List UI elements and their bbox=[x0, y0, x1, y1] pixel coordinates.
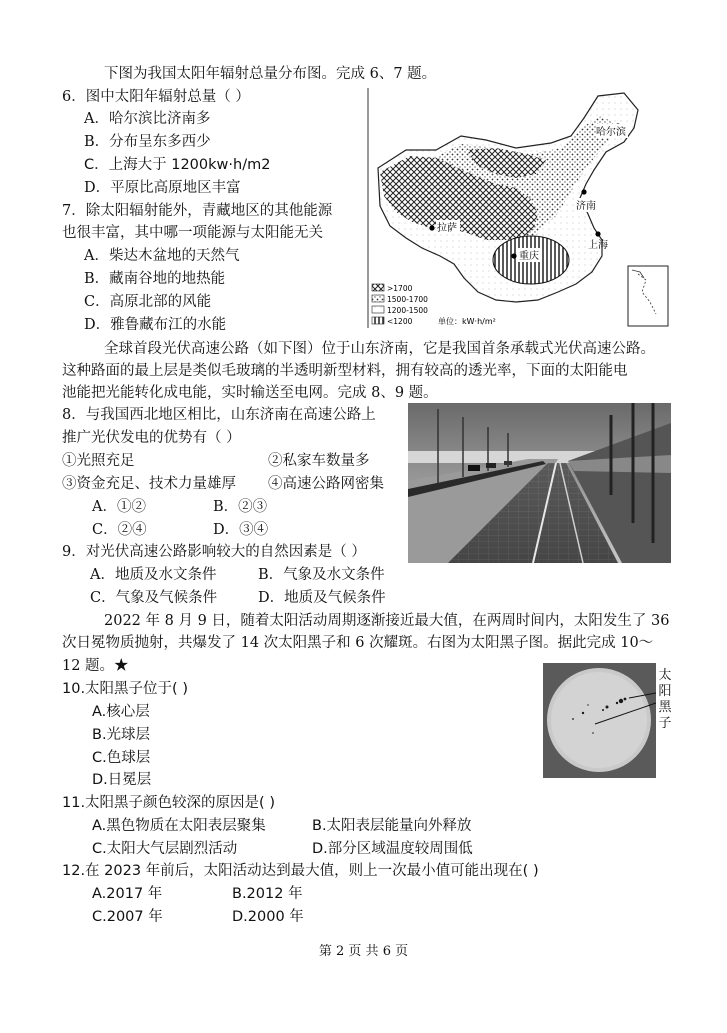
q10-option-b: B.光球层 bbox=[92, 727, 151, 743]
q12-option-a: A.2017 年 bbox=[92, 886, 163, 902]
q7-stem-line2: 也很丰富，其中哪一项能源与太阳能无关 bbox=[62, 225, 323, 241]
legend-label-3: 1200-1500 bbox=[387, 306, 428, 315]
intro-q8-9-line2: 这种路面的最上层是类似毛玻璃的半透明新型材料，拥有较高的透光率，下面的太阳能电 bbox=[62, 363, 628, 379]
city-label-chongqing: 重庆 bbox=[519, 251, 539, 262]
q11-option-c: C.太阳大气层剧烈活动 bbox=[92, 841, 238, 857]
q9-stem: 9．对光伏高速公路影响较大的自然因素是（ ） bbox=[62, 544, 366, 560]
q12-stem: 12.在 2023 年前后，太阳活动达到最大值，则上一次最小值可能出现在( ) bbox=[62, 863, 539, 879]
q8-item-1: ①光照充足 bbox=[62, 453, 135, 469]
q9-option-b: B．气象及水文条件 bbox=[258, 567, 385, 583]
q8-stem-line1: 8．与我国西北地区相比，山东济南在高速公路上 bbox=[62, 407, 376, 423]
q8-option-c: C．②④ bbox=[92, 522, 147, 538]
q8-item-2: ②私家车数量多 bbox=[268, 453, 370, 469]
intro-q10-12-line2: 次日冕物质抛射，共爆发了 14 次太阳黑子和 6 次耀斑。右图为太阳黑子图。据此完成 10～ bbox=[62, 635, 654, 651]
city-label-jinan: 济南 bbox=[576, 201, 596, 212]
legend-label-1: >1700 bbox=[387, 284, 413, 293]
city-label-harbin: 哈尔滨 bbox=[596, 127, 626, 138]
intro-q8-9-line1: 全球首段光伏高速公路（如下图）位于山东济南，它是我国首条承载式光伏高速公路。 bbox=[104, 341, 655, 357]
q8-stem-line2: 推广光伏发电的优势有（ ） bbox=[62, 430, 241, 446]
q10-option-a: A.核心层 bbox=[92, 704, 150, 720]
q7-option-c: C．高原北部的风能 bbox=[84, 294, 212, 310]
q12-option-d: D.2000 年 bbox=[232, 909, 304, 925]
q9-option-d: D．地质及气候条件 bbox=[258, 590, 386, 606]
intro-q10-12-line1: 2022 年 8 月 9 日，随着太阳活动周期逐渐接近最大值，在两周时间内，太阳发生了 36 bbox=[104, 613, 670, 629]
q6-stem: 6．图中太阳年辐射总量（ ） bbox=[62, 89, 250, 105]
page-number: 第 2 页 共 6 页 bbox=[318, 944, 409, 959]
intro-q8-9-line3: 池能把光能转化成电能，实时输送至电网。完成 8、9 题。 bbox=[62, 385, 438, 401]
q12-option-c: C.2007 年 bbox=[92, 909, 163, 925]
q6-option-b: B．分布呈东多西少 bbox=[84, 134, 211, 150]
sunspot-image bbox=[543, 663, 656, 778]
q12-option-b: B.2012 年 bbox=[232, 886, 303, 902]
q10-stem: 10.太阳黑子位于( ) bbox=[62, 681, 188, 697]
q9-option-a: A．地质及水文条件 bbox=[90, 567, 217, 583]
q6-option-d: D．平原比高原地区丰富 bbox=[84, 180, 241, 196]
intro-q6-7: 下图为我国太阳年辐射总量分布图。完成 6、7 题。 bbox=[104, 66, 437, 82]
q8-option-a: A．①② bbox=[92, 499, 146, 515]
q11-stem: 11.太阳黑子颜色较深的原因是( ) bbox=[62, 795, 275, 811]
legend-label-4: <1200 bbox=[387, 317, 413, 326]
q8-item-3: ③资金充足、技术力量雄厚 bbox=[62, 476, 236, 492]
q8-item-4: ④高速公路网密集 bbox=[268, 476, 384, 492]
q7-stem-line1: 7．除太阳辐射能外，青藏地区的其他能源 bbox=[62, 203, 333, 219]
q9-option-c: C．气象及气候条件 bbox=[90, 590, 218, 606]
q6-option-c: C．上海大于 1200kw·h/m2 bbox=[84, 157, 271, 173]
city-label-shanghai: 上海 bbox=[588, 240, 608, 251]
legend-unit: 单位：kW·h/m² bbox=[438, 317, 496, 326]
q11-option-a: A.黑色物质在太阳表层聚集 bbox=[92, 818, 266, 834]
q8-option-b: B．②③ bbox=[213, 499, 268, 515]
solar-radiation-map bbox=[366, 88, 671, 328]
q7-option-d: D．雅鲁藏布江的水能 bbox=[84, 317, 227, 333]
pv-highway-photo bbox=[408, 403, 671, 563]
q7-option-a: A．柴达木盆地的天然气 bbox=[84, 248, 240, 264]
q11-option-b: B.太阳表层能量向外释放 bbox=[312, 818, 472, 834]
city-label-lhasa: 拉萨 bbox=[437, 223, 457, 234]
q10-option-d: D.日冕层 bbox=[92, 772, 152, 788]
intro-q10-12-line3: 12 题。★ bbox=[62, 658, 129, 674]
q10-option-c: C.色球层 bbox=[92, 750, 151, 766]
q6-option-a: A．哈尔滨比济南多 bbox=[84, 111, 211, 127]
q7-option-b: B．藏南谷地的地热能 bbox=[84, 271, 226, 287]
sunspot-label: 太 阳 黑 子 bbox=[658, 668, 672, 731]
q11-option-d: D.部分区域温度较周围低 bbox=[312, 841, 473, 857]
q8-option-d: D．③④ bbox=[213, 522, 269, 538]
legend-label-2: 1500-1700 bbox=[387, 295, 428, 304]
